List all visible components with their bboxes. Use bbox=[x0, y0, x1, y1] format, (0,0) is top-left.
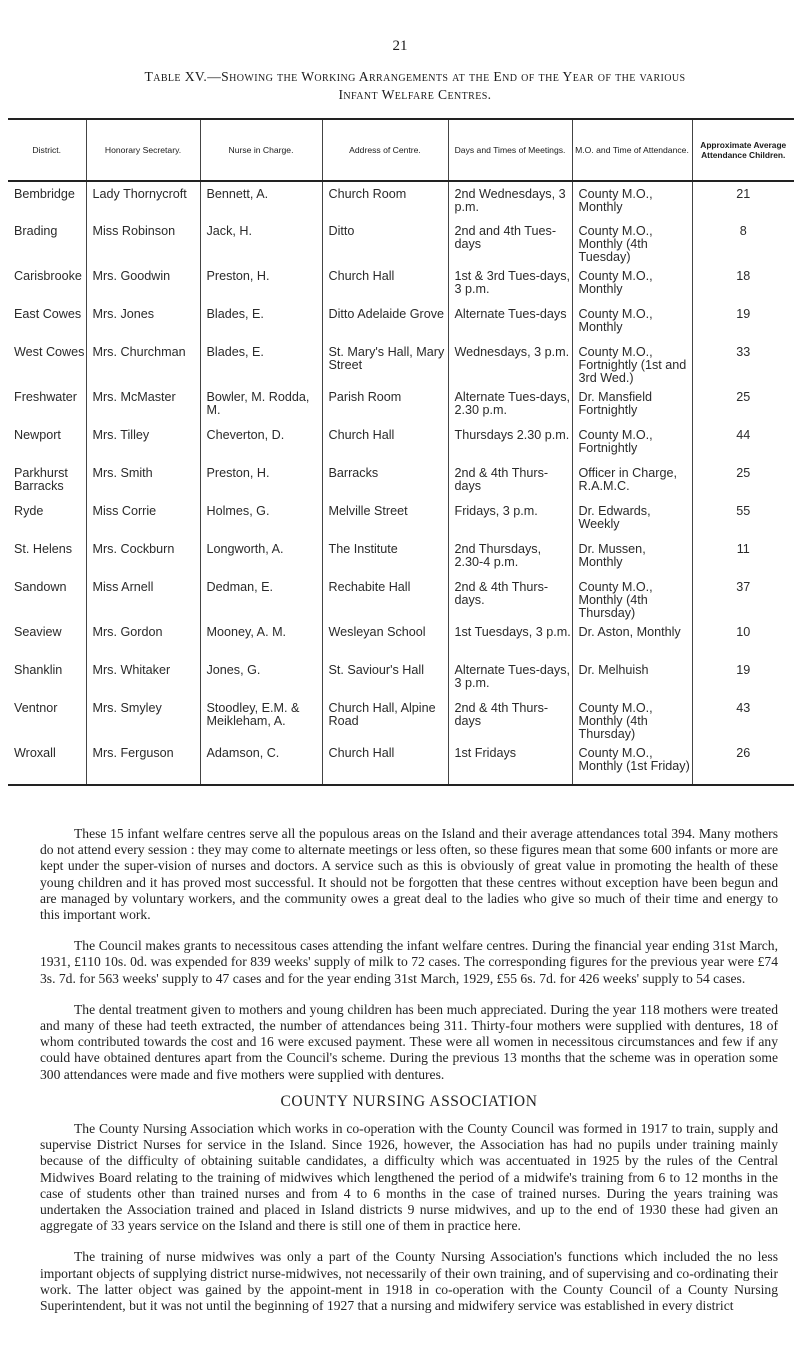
table-row bbox=[8, 340, 794, 385]
cell-days: 2nd & 4th Thurs-days bbox=[448, 696, 572, 741]
cell-mo: Dr. Mansfield Fortnightly bbox=[572, 385, 692, 423]
welfare-centres-table-container bbox=[8, 118, 794, 786]
cell-district: St. Helens bbox=[14, 542, 73, 556]
table-row bbox=[8, 181, 794, 219]
table-body bbox=[8, 181, 794, 785]
cell-secretary: Mrs. Whitaker bbox=[86, 658, 200, 696]
cell-nurse: Bowler, M. Rodda, M. bbox=[200, 385, 322, 423]
cell-mo: County M.O., Monthly bbox=[572, 302, 692, 340]
paragraph-council-grants: The Council makes grants to necessitous cases attending the infant welfare centres. During the financial year ending 31st March, 1931, £110 10s. 0d. was expended for 839 weeks' supply of milk to 72 cases. The corresponding figures for the previous year were £74 3s. 7d. for 563 weeks' supply to 47 cases and for the year ending 31st March, 1929, £55 6s. 7d. for 426 weeks' supply to 54 cases. bbox=[40, 938, 778, 986]
cell-secretary: Mrs. McMaster bbox=[86, 385, 200, 423]
cell-nurse: Blades, E. bbox=[200, 340, 322, 385]
cell-address: Ditto bbox=[322, 219, 448, 264]
cell-nurse: Jack, H. bbox=[200, 219, 322, 264]
cell-mo: County M.O., Monthly bbox=[572, 181, 692, 219]
cell-attendance: 10 bbox=[692, 620, 794, 658]
cell-days: 1st Fridays bbox=[448, 741, 572, 785]
cell-address: Church Room bbox=[322, 181, 448, 219]
cell-address: Rechabite Hall bbox=[322, 575, 448, 620]
cell-address: The Institute bbox=[322, 537, 448, 575]
cell-district: Ventnor bbox=[14, 701, 58, 715]
table-row bbox=[8, 620, 794, 658]
cell-days: Thursdays 2.30 p.m. bbox=[448, 423, 572, 461]
cell-days: Wednesdays, 3 p.m. bbox=[448, 340, 572, 385]
cell-address: Church Hall, Alpine Road bbox=[322, 696, 448, 741]
cell-district: Brading bbox=[14, 224, 58, 238]
cell-district: Newport bbox=[14, 428, 61, 442]
cell-district: Bembridge bbox=[14, 187, 75, 201]
cell-days: 2nd & 4th Thurs-days. bbox=[448, 575, 572, 620]
cell-secretary: Miss Robinson bbox=[86, 219, 200, 264]
cell-address: Parish Room bbox=[322, 385, 448, 423]
cell-mo: Officer in Charge, R.A.M.C. bbox=[572, 461, 692, 499]
cell-secretary: Miss Corrie bbox=[86, 499, 200, 537]
cell-district: Ryde bbox=[14, 504, 44, 518]
cell-nurse: Preston, H. bbox=[200, 264, 322, 302]
table-row bbox=[8, 658, 794, 696]
table-row bbox=[8, 741, 794, 785]
table-row bbox=[8, 423, 794, 461]
cell-secretary: Mrs. Goodwin bbox=[86, 264, 200, 302]
cell-secretary: Mrs. Smyley bbox=[86, 696, 200, 741]
cell-attendance: 33 bbox=[692, 340, 794, 385]
cell-address: Ditto Adelaide Grove bbox=[322, 302, 448, 340]
cell-days: 2nd and 4th Tues-days bbox=[448, 219, 572, 264]
cell-attendance: 11 bbox=[692, 537, 794, 575]
cell-secretary: Lady Thornycroft bbox=[86, 181, 200, 219]
cell-attendance: 44 bbox=[692, 423, 794, 461]
cell-mo: County M.O., Monthly bbox=[572, 264, 692, 302]
cell-attendance: 18 bbox=[692, 264, 794, 302]
cell-mo: Dr. Aston, Monthly bbox=[572, 620, 692, 658]
cell-days: 2nd Wednesdays, 3 p.m. bbox=[448, 181, 572, 219]
cell-nurse: Longworth, A. bbox=[200, 537, 322, 575]
cell-district: West Cowes bbox=[14, 345, 85, 359]
cell-district: Freshwater bbox=[14, 390, 77, 404]
cell-days: Alternate Tues-days, 3 p.m. bbox=[448, 658, 572, 696]
cell-nurse: Holmes, G. bbox=[200, 499, 322, 537]
cell-address: Wesleyan School bbox=[322, 620, 448, 658]
cell-attendance: 26 bbox=[692, 741, 794, 785]
cell-secretary: Mrs. Tilley bbox=[86, 423, 200, 461]
table-row bbox=[8, 302, 794, 340]
cell-nurse: Adamson, C. bbox=[200, 741, 322, 785]
cell-address: St. Saviour's Hall bbox=[322, 658, 448, 696]
cell-attendance: 25 bbox=[692, 385, 794, 423]
cell-district: Carisbrooke bbox=[14, 269, 82, 283]
header-mo-attendance: M.O. and Time of Attendance. bbox=[572, 119, 692, 181]
table-row bbox=[8, 696, 794, 741]
table-row bbox=[8, 385, 794, 423]
cell-days: 1st & 3rd Tues-days, 3 p.m. bbox=[448, 264, 572, 302]
cell-mo: County M.O., Monthly (4th Tuesday) bbox=[572, 219, 692, 264]
cell-attendance: 21 bbox=[692, 181, 794, 219]
cell-district: East Cowes bbox=[14, 307, 82, 321]
paragraph-dental-treatment: The dental treatment given to mothers and young children has been much appreciated. During the year 118 mothers were treated and many of these had teeth extracted, the number of attendances being 311. Thirty-four mothers were supplied with dentures, 18 of whom contributed towards the cost and 16 were excused payment. These were all women in necessitous circumstances and few if any could have obtained dentures apart from the Council's scheme. During the previous 13 months that the scheme was in operation some 300 attendances were made and five mothers were supplied with dentures. bbox=[40, 1001, 778, 1082]
cell-days: Fridays, 3 p.m. bbox=[448, 499, 572, 537]
header-nurse-in-charge: Nurse in Charge. bbox=[200, 119, 322, 181]
cell-attendance: 25 bbox=[692, 461, 794, 499]
table-row bbox=[8, 264, 794, 302]
cell-secretary: Mrs. Ferguson bbox=[86, 741, 200, 785]
table-row bbox=[8, 499, 794, 537]
body-text bbox=[40, 826, 778, 1329]
cell-district: Sandown bbox=[14, 580, 67, 594]
cell-mo: Dr. Mussen, Monthly bbox=[572, 537, 692, 575]
cell-mo: County M.O., Monthly (4th Thursday) bbox=[572, 575, 692, 620]
cell-district: Wroxall bbox=[8, 741, 86, 785]
cell-secretary: Mrs. Cockburn bbox=[86, 537, 200, 575]
cell-days: 2nd & 4th Thurs-days bbox=[448, 461, 572, 499]
cell-mo: Dr. Edwards, Weekly bbox=[572, 499, 692, 537]
section-heading-county-nursing: COUNTY NURSING ASSOCIATION bbox=[280, 1092, 538, 1110]
cell-mo: County M.O., Monthly (4th Thursday) bbox=[572, 696, 692, 741]
table-row bbox=[8, 219, 794, 264]
cell-secretary: Mrs. Jones bbox=[86, 302, 200, 340]
cell-mo: County M.O., Monthly (1st Friday) bbox=[572, 741, 692, 785]
cell-address: St. Mary's Hall, Mary Street bbox=[322, 340, 448, 385]
cell-days: 2nd Thursdays, 2.30-4 p.m. bbox=[448, 537, 572, 575]
table-title-line-1: Table XV.—Showing the Working Arrangements at the End of the Year of the various bbox=[144, 69, 686, 84]
table-row bbox=[8, 461, 794, 499]
cell-nurse: Stoodley, E.M. & Meikleham, A. bbox=[200, 696, 322, 741]
table-title bbox=[40, 68, 790, 104]
cell-days: 1st Tuesdays, 3 p.m. bbox=[448, 620, 572, 658]
table-header-row bbox=[8, 119, 794, 181]
cell-nurse: Blades, E. bbox=[200, 302, 322, 340]
table-row bbox=[8, 537, 794, 575]
table-row bbox=[8, 575, 794, 620]
cell-nurse: Jones, G. bbox=[200, 658, 322, 696]
paragraph-centres-summary: These 15 infant welfare centres serve all the populous areas on the Island and their average attendances total 394. Many mothers do not attend every session : they may come to alternate meetings or less often, so these figures mean that some 600 infants or more are kept under the super-vision of nurses and doctors. A service such as this is obviously of great value in promoting the health of these young children and it has proved most successful. It should not be forgotten that these centres without exception have been begun and are managed by voluntary workers, and the community owes a great deal to the ladies who give so much of their time and energy to this important work. bbox=[40, 826, 778, 923]
table-title-line-2: Infant Welfare Centres. bbox=[338, 87, 492, 102]
cell-district: Seaview bbox=[14, 625, 62, 639]
cell-secretary: Mrs. Gordon bbox=[86, 620, 200, 658]
cell-attendance: 8 bbox=[692, 219, 794, 264]
welfare-centres-table bbox=[8, 118, 794, 786]
page-number: 21 bbox=[392, 38, 408, 54]
header-district: District. bbox=[8, 119, 86, 181]
cell-days: Alternate Tues-days bbox=[448, 302, 572, 340]
cell-address: Barracks bbox=[322, 461, 448, 499]
cell-attendance: 37 bbox=[692, 575, 794, 620]
cell-nurse: Cheverton, D. bbox=[200, 423, 322, 461]
cell-attendance: 19 bbox=[692, 658, 794, 696]
cell-attendance: 19 bbox=[692, 302, 794, 340]
cell-mo: County M.O., Fortnightly (1st and 3rd Wed.) bbox=[572, 340, 692, 385]
cell-address: Church Hall bbox=[322, 741, 448, 785]
header-address: Address of Centre. bbox=[322, 119, 448, 181]
cell-nurse: Bennett, A. bbox=[200, 181, 322, 219]
cell-nurse: Mooney, A. M. bbox=[200, 620, 322, 658]
cell-secretary: Mrs. Smith bbox=[86, 461, 200, 499]
cell-secretary: Miss Arnell bbox=[86, 575, 200, 620]
cell-days: Alternate Tues-days, 2.30 p.m. bbox=[448, 385, 572, 423]
paragraph-nurse-midwives-training: The training of nurse midwives was only a part of the County Nursing Association's functions which included the no less important objects of supplying district nurse-midwives, not necessarily of their own training, and of supervising and co-ordinating their work. The latter object was gained by the appoint-ment in 1918 in co-operation with the County Council of a County Nursing Superintendent, but it was not until the beginning of 1927 that a nursing and midwifery service was established in every district bbox=[40, 1249, 778, 1314]
cell-mo: Dr. Melhuish bbox=[572, 658, 692, 696]
paragraph-nursing-association: The County Nursing Association which works in co-operation with the County Council was formed in 1917 to train, supply and supervise District Nurses for service in the Island. Since 1926, however, the Association has had no pupils under training mainly because of the difficulty of obtaining suitable candidates, a difficulty which was accentuated in 1925 by the rules of the Central Midwives Board relating to the training of midwives which lengthened the period of a midwife's training from 6 to 12 months in the case of students other than trained nurses and from 4 to 6 months in the case of trained nurses. During the years training was undertaken the Association trained and placed in Island districts 9 nurse midwives, and up to the end of 1930 these had given an aggregate of 33 years service on the Island and there is still one of them in practice here. bbox=[40, 1121, 778, 1234]
cell-nurse: Preston, H. bbox=[200, 461, 322, 499]
cell-address: Church Hall bbox=[322, 264, 448, 302]
cell-secretary: Mrs. Churchman bbox=[86, 340, 200, 385]
cell-attendance: 55 bbox=[692, 499, 794, 537]
cell-address: Church Hall bbox=[322, 423, 448, 461]
header-days-times: Days and Times of Meetings. bbox=[448, 119, 572, 181]
cell-district: Shanklin bbox=[14, 663, 63, 677]
header-average-attendance: Approximate Average Attendance Children. bbox=[692, 119, 794, 181]
header-honorary-secretary: Honorary Secretary. bbox=[86, 119, 200, 181]
cell-address: Melville Street bbox=[322, 499, 448, 537]
cell-mo: County M.O., Fortnightly bbox=[572, 423, 692, 461]
cell-attendance: 43 bbox=[692, 696, 794, 741]
cell-nurse: Dedman, E. bbox=[200, 575, 322, 620]
cell-district: Parkhurst Barracks bbox=[14, 466, 68, 493]
